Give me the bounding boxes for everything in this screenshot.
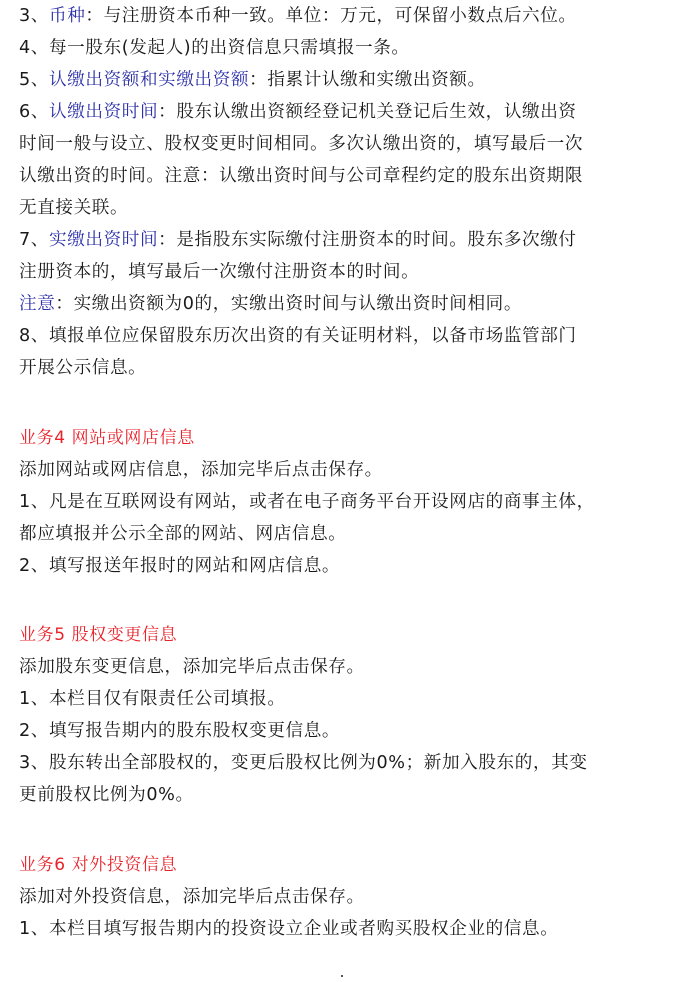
- note-item-8-line2: 开展公示信息。: [19, 358, 147, 378]
- note-item-8: 8、填报单位应保留股东历次出资的有关证明材料，以备市场监管部门: [19, 326, 577, 346]
- business4-item2: 2、填写报送年报时的网站和网店信息。: [19, 556, 341, 576]
- note-item-6-line4: 无直接关联。: [19, 198, 129, 218]
- business5-item1: 1、本栏目仅有限责任公司填报。: [19, 689, 286, 709]
- note-item-7-line2: 注册资本的，填写最后一次缴付注册资本的时间。: [19, 262, 420, 282]
- note-item-3: [19, 0, 577, 32]
- business5-item3: 3、股东转出全部股权的，变更后股权比例为0%；新加入股东的，其变: [19, 753, 588, 773]
- note-item-5: [19, 64, 486, 96]
- business6-heading: 业务6 对外投资信息: [19, 855, 178, 875]
- business4-heading: 业务4 网站或网店信息: [19, 428, 195, 448]
- term-attention: 注意: [19, 294, 56, 314]
- business5-item3-line2: 更前股权比例为0%。: [19, 785, 194, 805]
- item-prefix: 3、: [19, 6, 49, 26]
- item-text: ：股东认缴出资额经登记机关登记后生效，认缴出资: [158, 102, 577, 122]
- business4-item1-line2: 都应填报并公示全部的网站、网店信息。: [19, 524, 347, 544]
- term-subscribed-paid-amount: 认缴出资额和实缴出资额: [49, 70, 250, 90]
- note-text: ：实缴出资额为0的，实缴出资时间与认缴出资时间相同。: [55, 294, 523, 314]
- business5-heading: 业务5 股权变更信息: [19, 625, 178, 645]
- page-mark: [341, 975, 343, 977]
- term-subscribed-time: 认缴出资时间: [49, 102, 159, 122]
- business4-intro: 添加网站或网店信息，添加完毕后点击保存。: [19, 460, 383, 480]
- item-text: ：是指股东实际缴付注册资本的时间。股东多次缴付: [158, 230, 577, 250]
- business4-item1: 1、凡是在互联网设有网站，或者在电子商务平台开设网店的商事主体，: [19, 492, 595, 512]
- note-item-4: 4、每一股东(发起人)的出资信息只需填报一条。: [19, 38, 410, 58]
- business6-item1: 1、本栏目填写报告期内的投资设立企业或者购买股权企业的信息。: [19, 919, 559, 939]
- item-prefix: 6、: [19, 102, 49, 122]
- note-item-6-line2: 时间一般与设立、股权变更时间相同。多次认缴出资的，填写最后一次: [19, 134, 584, 154]
- business6-intro: 添加对外投资信息，添加完毕后点击保存。: [19, 887, 365, 907]
- note-attention: [19, 288, 522, 320]
- item-text: ：与注册资本币种一致。单位：万元，可保留小数点后六位。: [85, 6, 577, 26]
- note-item-6: [19, 96, 577, 128]
- note-item-6-line3: 认缴出资的时间。注意：认缴出资时间与公司章程约定的股东出资期限: [19, 166, 584, 186]
- item-prefix: 5、: [19, 70, 49, 90]
- item-prefix: 7、: [19, 230, 49, 250]
- business5-item2: 2、填写报告期内的股东股权变更信息。: [19, 721, 341, 741]
- business5-intro: 添加股东变更信息，添加完毕后点击保存。: [19, 657, 365, 677]
- term-currency: 币种: [49, 6, 86, 26]
- note-item-7: [19, 224, 577, 256]
- term-paid-time: 实缴出资时间: [49, 230, 159, 250]
- item-text: ：指累计认缴和实缴出资额。: [249, 70, 486, 90]
